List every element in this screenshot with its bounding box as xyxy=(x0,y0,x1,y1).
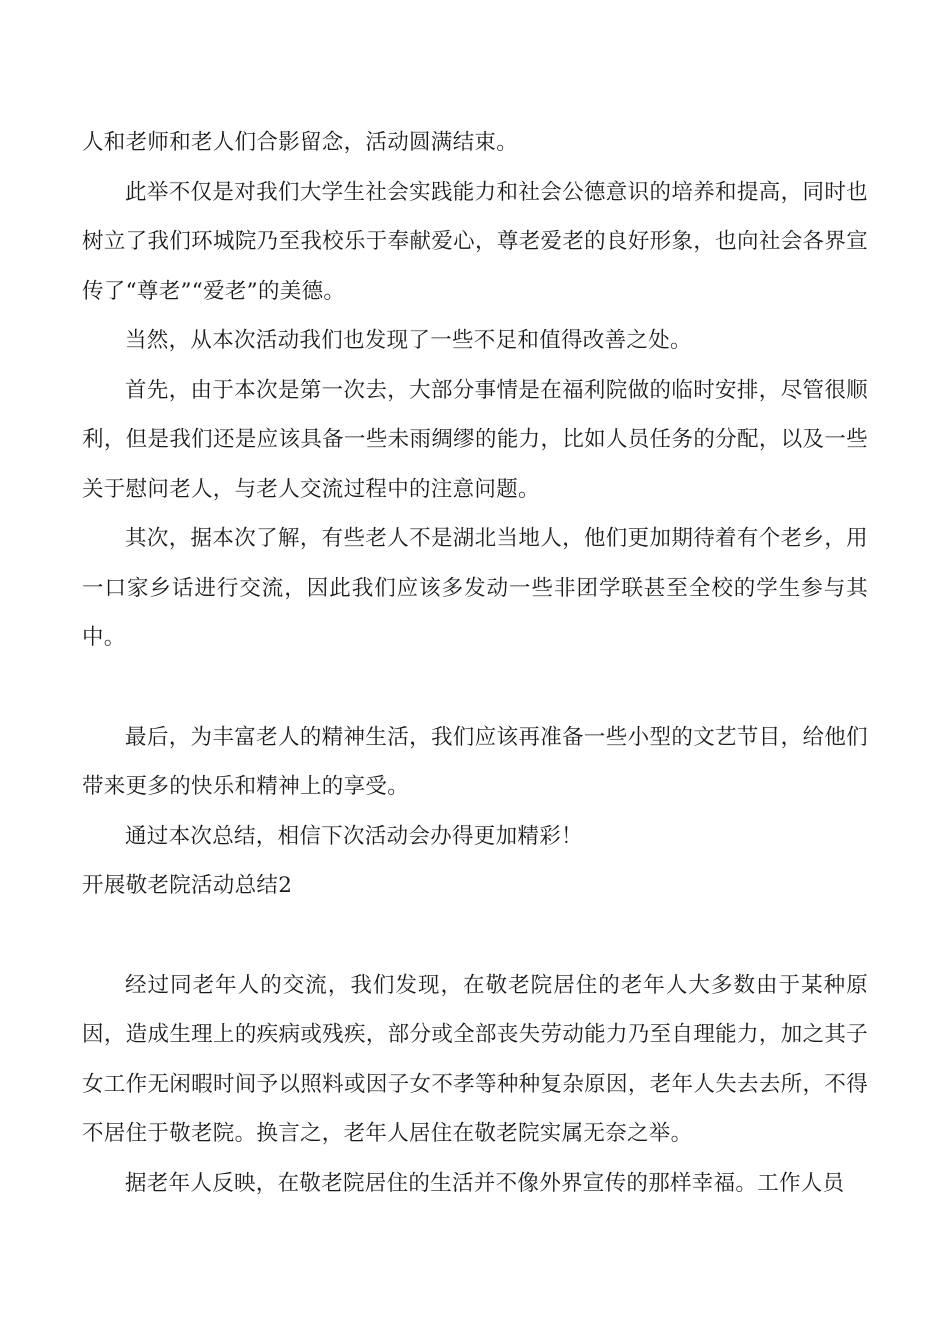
paragraph-last: 最后，为丰富老人的精神生活，我们应该再准备一些小型的文艺节目，给他们带来更多的快乐和精神上的享受。 xyxy=(82,724,868,799)
paragraph-significance: 此举不仅是对我们大学生社会实践能力和社会公德意识的培养和提高，同时也树立了我们环城院乃至我校乐于奉献爱心，尊老爱老的良好形象，也向社会各界宣传了“尊老”“爱老”的美德。 xyxy=(82,179,868,304)
paragraph-gap xyxy=(82,663,868,713)
paragraph-continued: 人和老师和老人们合影留念，活动圆满结束。 xyxy=(82,130,519,155)
section-heading: 开展敬老院活动总结2 xyxy=(82,873,293,898)
paragraph-elderly-feedback: 据老年人反映，在敬老院居住的生活并不像外界宣传的那样幸福。工作人员 xyxy=(125,1170,845,1196)
paragraph-second: 其次，据本次了解，有些老人不是湖北当地人，他们更加期待着有个老乡，用一口家乡话进行交流，因此我们应该多发动一些非团学联甚至全校的学生参与其中。 xyxy=(82,526,868,650)
paragraph-shortcomings: 当然，从本次活动我们也发现了一些不足和值得改善之处。 xyxy=(125,328,692,353)
document-page xyxy=(82,118,868,1208)
paragraph-conclusion: 通过本次总结，相信下次活动会办得更加精彩！ xyxy=(125,823,583,849)
heading-gap xyxy=(82,911,868,961)
paragraph-elderly-exchange: 经过同老年人的交流，我们发现，在敬老院居住的老年人大多数由于某种原因，造成生理上的疾病或残疾，部分或全部丧失劳动能力乃至自理能力，加之其子女工作无闲暇时间予以照料或因子女不孝等种种复杂原因，老年人失去去所，不得不居住于敬老院。换言之，老年人居住在敬老院实属无奈之举。 xyxy=(82,972,868,1146)
paragraph-first: 首先，由于本次是第一次去，大部分事情是在福利院做的临时安排，尽管很顺利，但是我们还是应该具备一些未雨绸缪的能力，比如人员任务的分配，以及一些关于慰问老人，与老人交流过程中的注意问题。 xyxy=(82,377,868,502)
